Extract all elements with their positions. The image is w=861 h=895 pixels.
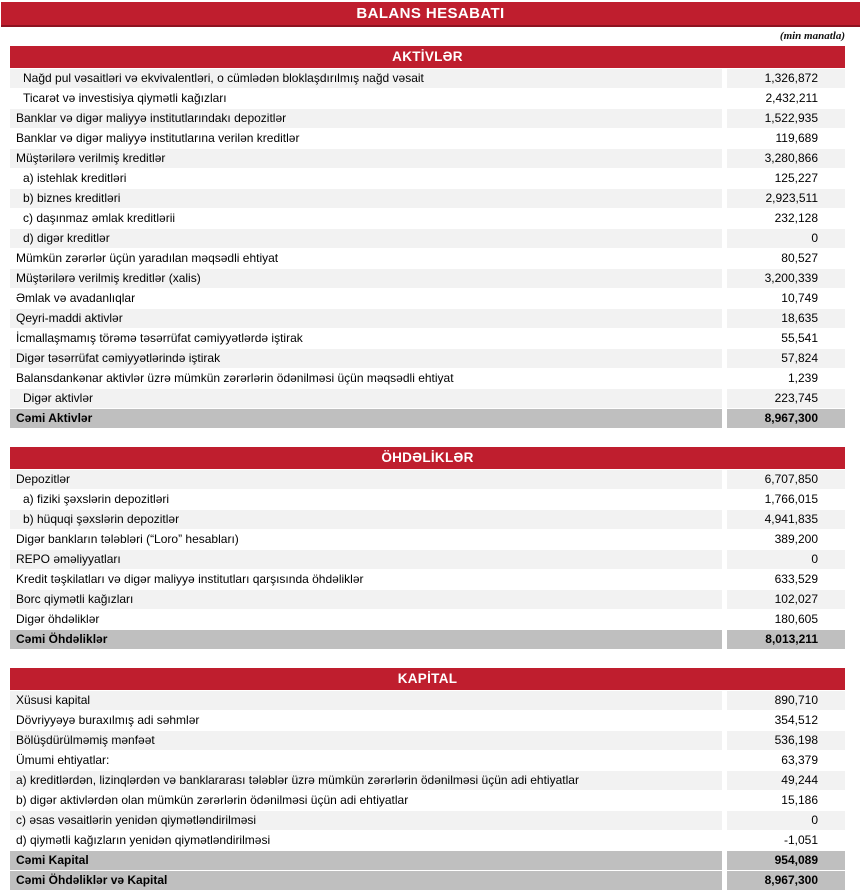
row-value: 1,766,015: [727, 490, 845, 509]
row-label: İcmallaşmamış törəmə təsərrüfat cəmiyyətlərdə iştirak: [10, 329, 722, 348]
row-value: 8,967,300: [727, 871, 845, 890]
table-row: [10, 711, 845, 730]
row-value: 2,432,211: [727, 89, 845, 108]
row-label: Xüsusi kapital: [10, 691, 722, 710]
row-value: 1,326,872: [727, 69, 845, 88]
row-label: Digər aktivlər: [10, 389, 722, 408]
section-1-akti-vl-r: [10, 46, 845, 428]
table-row: [10, 470, 845, 489]
section-header: KAPİTAL: [10, 668, 845, 690]
row-label: Bölüşdürülməmiş mənfəət: [10, 731, 722, 750]
row-value: 223,745: [727, 389, 845, 408]
row-value: 57,824: [727, 349, 845, 368]
unit-note: (min manatla): [779, 30, 845, 42]
section-rows: [10, 691, 845, 890]
row-value: 125,227: [727, 169, 845, 188]
row-value: 80,527: [727, 249, 845, 268]
section-2-hd-li-kl-r: [10, 447, 845, 649]
row-value: 3,280,866: [727, 149, 845, 168]
row-label: Ümumi ehtiyatlar:: [10, 751, 722, 770]
row-label: Banklar və digər maliyyə institutlarına verilən kreditlər: [10, 129, 722, 148]
table-row: [10, 349, 845, 368]
table-row: [10, 369, 845, 388]
table-row: [10, 309, 845, 328]
row-label: Nağd pul vəsaitləri və ekvivalentləri, o cümlədən bloklaşdırılmış nağd vəsait: [10, 69, 722, 88]
row-value: 55,541: [727, 329, 845, 348]
section-rows: [10, 470, 845, 649]
table-row: [10, 751, 845, 770]
row-label: Digər öhdəliklər: [10, 610, 722, 629]
table-row: [10, 129, 845, 148]
row-label: Müştərilərə verilmiş kreditlər: [10, 149, 722, 168]
row-label: b) hüquqi şəxslərin depozitlər: [10, 510, 722, 529]
row-value: 3,200,339: [727, 269, 845, 288]
row-value: 180,605: [727, 610, 845, 629]
table-row: [10, 69, 845, 88]
section-rows: [10, 69, 845, 428]
row-value: -1,051: [727, 831, 845, 850]
table-row: [10, 590, 845, 609]
row-label: Banklar və digər maliyyə institutlarındakı depozitlər: [10, 109, 722, 128]
row-label: REPO əməliyyatları: [10, 550, 722, 569]
row-label: Mümkün zərərlər üçün yaradılan məqsədli ehtiyat: [10, 249, 722, 268]
row-value: 1,522,935: [727, 109, 845, 128]
report-title: BALANS HESABATI: [356, 5, 505, 22]
row-label: Dövriyyəyə buraxılmış adi səhmlər: [10, 711, 722, 730]
row-label: b) digər aktivlərdən olan mümkün zərərlərin ödənilməsi üçün adi ehtiyatlar: [10, 791, 722, 810]
row-label: Kredit təşkilatları və digər maliyyə institutları qarşısında öhdəliklər: [10, 570, 722, 589]
table-row: [10, 791, 845, 810]
row-label: Borc qiymətli kağızları: [10, 590, 722, 609]
table-row: [10, 811, 845, 830]
table-row: [10, 209, 845, 228]
table-row: [10, 771, 845, 790]
row-value: 354,512: [727, 711, 845, 730]
row-label: Depozitlər: [10, 470, 722, 489]
row-value: 18,635: [727, 309, 845, 328]
sections-container: [0, 46, 861, 890]
row-label: a) istehlak kreditləri: [10, 169, 722, 188]
row-label: c) daşınmaz əmlak kreditlərii: [10, 209, 722, 228]
row-label: c) əsas vəsaitlərin yenidən qiymətləndirilməsi: [10, 811, 722, 830]
row-value: 8,013,211: [727, 630, 845, 649]
total-row: [10, 630, 845, 649]
row-label: Cəmi Kapital: [10, 851, 722, 870]
table-row: [10, 691, 845, 710]
row-value: 63,379: [727, 751, 845, 770]
table-row: [10, 610, 845, 629]
row-value: 0: [727, 550, 845, 569]
row-value: 232,128: [727, 209, 845, 228]
row-label: Ticarət və investisiya qiymətli kağızları: [10, 89, 722, 108]
row-value: 890,710: [727, 691, 845, 710]
row-label: d) qiymətli kağızların yenidən qiymətləndirilməsi: [10, 831, 722, 850]
row-label: Cəmi Öhdəliklər və Kapital: [10, 871, 722, 890]
table-row: [10, 831, 845, 850]
row-value: 15,186: [727, 791, 845, 810]
total-row: [10, 871, 845, 890]
balance-sheet-page: [0, 2, 861, 890]
row-label: Digər təsərrüfat cəmiyyətlərində iştirak: [10, 349, 722, 368]
row-label: Cəmi Öhdəliklər: [10, 630, 722, 649]
table-row: [10, 149, 845, 168]
row-label: b) biznes kreditləri: [10, 189, 722, 208]
row-value: 633,529: [727, 570, 845, 589]
table-row: [10, 269, 845, 288]
row-value: 10,749: [727, 289, 845, 308]
section-header: AKTİVLƏR: [10, 46, 845, 68]
row-value: 536,198: [727, 731, 845, 750]
row-value: 2,923,511: [727, 189, 845, 208]
table-row: [10, 389, 845, 408]
table-row: [10, 530, 845, 549]
row-value: 6,707,850: [727, 470, 845, 489]
row-value: 0: [727, 229, 845, 248]
row-value: 102,027: [727, 590, 845, 609]
row-label: a) fiziki şəxslərin depozitləri: [10, 490, 722, 509]
row-label: d) digər kreditlər: [10, 229, 722, 248]
table-row: [10, 89, 845, 108]
row-value: 4,941,835: [727, 510, 845, 529]
section-header: ÖHDƏLİKLƏR: [10, 447, 845, 469]
row-label: Balansdankənar aktivlər üzrə mümkün zərərlərin ödənilməsi üçün məqsədli ehtiyat: [10, 369, 722, 388]
table-row: [10, 510, 845, 529]
row-label: Müştərilərə verilmiş kreditlər (xalis): [10, 269, 722, 288]
row-value: 1,239: [727, 369, 845, 388]
row-label: Digər bankların tələbləri (“Loro” hesabları): [10, 530, 722, 549]
table-row: [10, 289, 845, 308]
row-value: 954,089: [727, 851, 845, 870]
report-title-bar: [1, 2, 860, 27]
row-value: 0: [727, 811, 845, 830]
row-label: Qeyri-maddi aktivlər: [10, 309, 722, 328]
section-3-kapi-tal: [10, 668, 845, 890]
table-row: [10, 731, 845, 750]
table-row: [10, 249, 845, 268]
row-value: 389,200: [727, 530, 845, 549]
row-value: 49,244: [727, 771, 845, 790]
table-row: [10, 570, 845, 589]
row-label: Əmlak və avadanlıqlar: [10, 289, 722, 308]
table-row: [10, 109, 845, 128]
row-label: Cəmi Aktivlər: [10, 409, 722, 428]
table-row: [10, 490, 845, 509]
total-row: [10, 409, 845, 428]
table-row: [10, 229, 845, 248]
table-row: [10, 169, 845, 188]
table-row: [10, 329, 845, 348]
row-value: 119,689: [727, 129, 845, 148]
row-value: 8,967,300: [727, 409, 845, 428]
row-label: a) kreditlərdən, lizinqlərdən və banklararası tələblər üzrə mümkün zərərlərin ödənilməsi üçün adi ehtiyatlar: [10, 771, 722, 790]
table-row: [10, 550, 845, 569]
total-row: [10, 851, 845, 870]
table-row: [10, 189, 845, 208]
